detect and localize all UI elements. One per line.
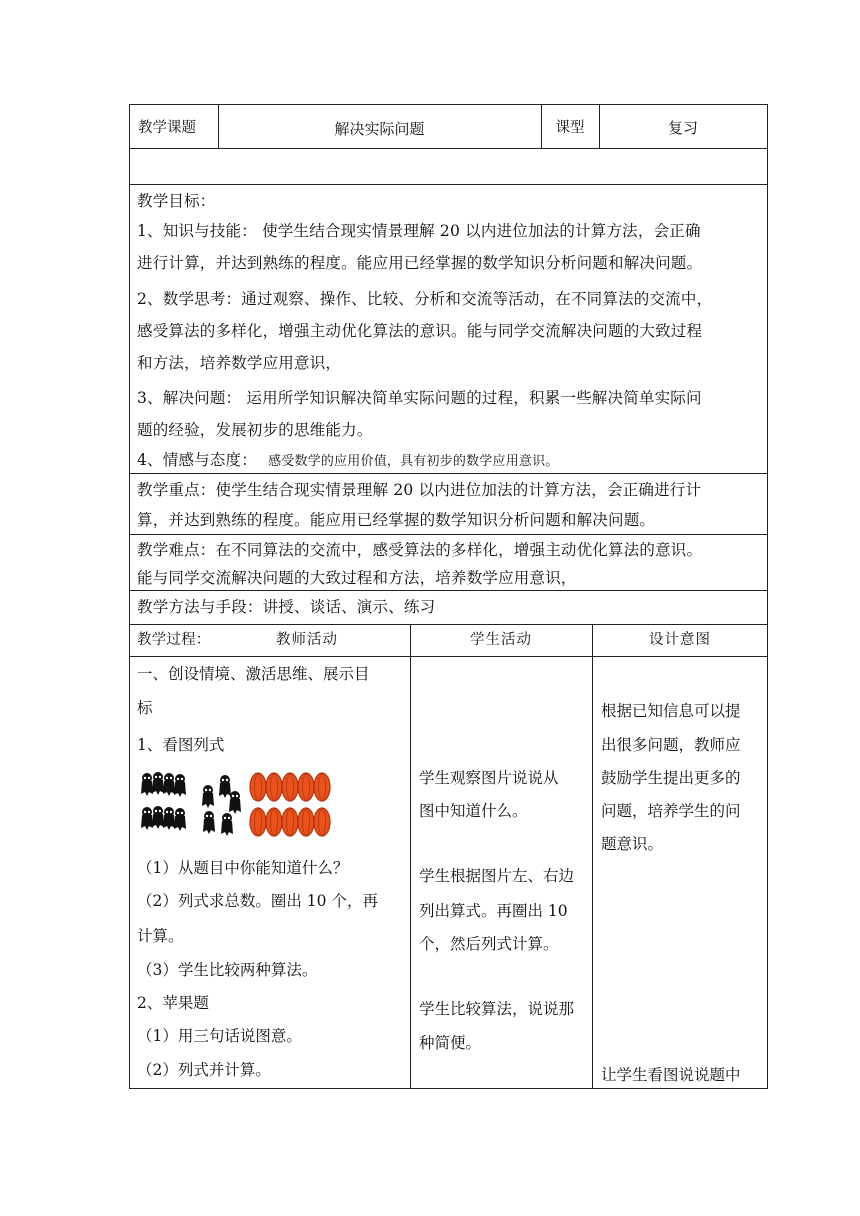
black-figures bbox=[141, 772, 241, 836]
teacher-line: 计算。 bbox=[137, 927, 184, 945]
figure-icon bbox=[221, 813, 233, 836]
student-line: 个，然后列式计算。 bbox=[419, 935, 559, 953]
figure-icon bbox=[219, 775, 231, 798]
pumpkin-icon bbox=[282, 808, 298, 836]
pumpkin-icon bbox=[250, 808, 266, 836]
figure-icon bbox=[174, 774, 186, 797]
teacher-line: （2）列式并计算。 bbox=[137, 1061, 271, 1079]
difficulties-line: 教学难点：在不同算法的交流中，感受算法的多样化，增强主动优化算法的意识。 bbox=[137, 541, 703, 559]
key-points-line: 算，并达到熟练的程度。能应用已经掌握的数学知识分析问题和解决问题。 bbox=[137, 511, 656, 529]
methods-text: 教学方法与手段：讲授、谈话、演示、练习 bbox=[137, 598, 436, 616]
figure-icon bbox=[163, 807, 175, 830]
objectives-line-last bbox=[137, 445, 559, 477]
objectives-line: 1、知识与技能： 使学生结合现实情景理解 20 以内进位加法的计算方法，会正确 bbox=[137, 222, 701, 240]
orange-pumpkins bbox=[250, 773, 330, 836]
figure-icon bbox=[174, 808, 186, 831]
objectives-line: 2、数学思考：通过观察、操作、比较、分析和交流等活动，在不同算法的交流中， bbox=[137, 290, 713, 308]
process-teacher-heading: 教师活动 bbox=[276, 632, 338, 648]
design-line: 根据已知信息可以提 bbox=[601, 702, 741, 720]
process-label: 教学过程： bbox=[137, 632, 211, 648]
key-points-line: 教学重点：使学生结合现实情景理解 20 以内进位加法的计算方法，会正确进行计 bbox=[137, 481, 702, 499]
figure-icon bbox=[163, 773, 175, 796]
objectives-line: 题的经验，发展初步的思维能力。 bbox=[137, 421, 373, 439]
teacher-line: 一、创设情境、激活思维、展示目 bbox=[137, 665, 370, 683]
figure-icon bbox=[141, 773, 153, 796]
pumpkin-icon bbox=[266, 808, 282, 836]
figure-icon bbox=[229, 791, 241, 814]
design-line: 鼓励学生提出更多的 bbox=[601, 769, 741, 787]
header-type-label: 课型 bbox=[555, 120, 585, 136]
teacher-line: 2、苹果题 bbox=[137, 994, 209, 1012]
student-line: 学生观察图片说说从 bbox=[419, 769, 559, 787]
design-line: 问题，培养学生的问 bbox=[601, 802, 741, 820]
pumpkin-icon bbox=[314, 773, 330, 801]
teacher-line: （2）列式求总数。圈出 10 个，再 bbox=[137, 892, 378, 910]
header-type-value: 复习 bbox=[667, 119, 698, 137]
student-line: 列出算式。再圈出 10 bbox=[419, 902, 568, 920]
teacher-line: 标 bbox=[137, 699, 153, 717]
design-line: 题意识。 bbox=[601, 835, 664, 853]
design-line: 让学生看图说说题中 bbox=[601, 1066, 741, 1084]
student-line: 学生比较算法，说说那 bbox=[419, 1000, 575, 1018]
pumpkin-icon bbox=[298, 773, 314, 801]
objectives-line: 感受算法的多样化，增强主动优化算法的意识。能与同学交流解决问题的大致过程 bbox=[137, 322, 703, 340]
objectives-title: 教学目标： bbox=[137, 192, 216, 210]
counting-picture bbox=[138, 770, 333, 842]
pumpkin-icon bbox=[314, 808, 330, 836]
teacher-line: （1）用三句话说图意。 bbox=[137, 1027, 302, 1045]
figure-icon bbox=[203, 811, 215, 834]
pumpkin-icon bbox=[266, 773, 282, 801]
objectives-last-label: 4、情感与态度： bbox=[137, 451, 257, 469]
student-line: 图中知道什么。 bbox=[419, 802, 528, 820]
pumpkin-icon bbox=[250, 773, 266, 801]
objectives-last-text: 感受数学的应用价值，具有初步的数学应用意识。 bbox=[268, 454, 559, 469]
figure-icon bbox=[141, 807, 153, 830]
figure-icon bbox=[152, 772, 164, 795]
objectives-line: 和方法，培养数学应用意识， bbox=[137, 354, 342, 372]
teacher-line: 1、看图列式 bbox=[137, 736, 225, 754]
header-subject-value: 解决实际问题 bbox=[334, 120, 425, 138]
design-line: 出很多问题，教师应 bbox=[601, 736, 741, 754]
process-student-heading: 学生活动 bbox=[470, 632, 532, 648]
objectives-line: 进行计算，并达到熟练的程度。能应用已经掌握的数学知识分析问题和解决问题。 bbox=[137, 254, 703, 272]
teacher-line: （1）从题目中你能知道什么？ bbox=[137, 859, 349, 877]
header-subject-label: 教学课题 bbox=[138, 120, 196, 136]
figure-icon bbox=[152, 806, 164, 829]
objectives-line: 3、解决问题： 运用所学知识解决简单实际问题的过程，积累一些解决简单实际问 bbox=[137, 389, 702, 407]
difficulties-line: 能与同学交流解决问题的大致过程和方法，培养数学应用意识， bbox=[137, 569, 577, 587]
pumpkin-icon bbox=[298, 808, 314, 836]
student-line: 学生根据图片左、右边 bbox=[419, 867, 575, 885]
figure-icon bbox=[202, 785, 214, 808]
pumpkin-icon bbox=[282, 773, 298, 801]
student-line: 种简便。 bbox=[419, 1034, 482, 1052]
process-design-heading: 设计意图 bbox=[649, 632, 711, 648]
teacher-line: （3）学生比较两种算法。 bbox=[137, 961, 318, 979]
